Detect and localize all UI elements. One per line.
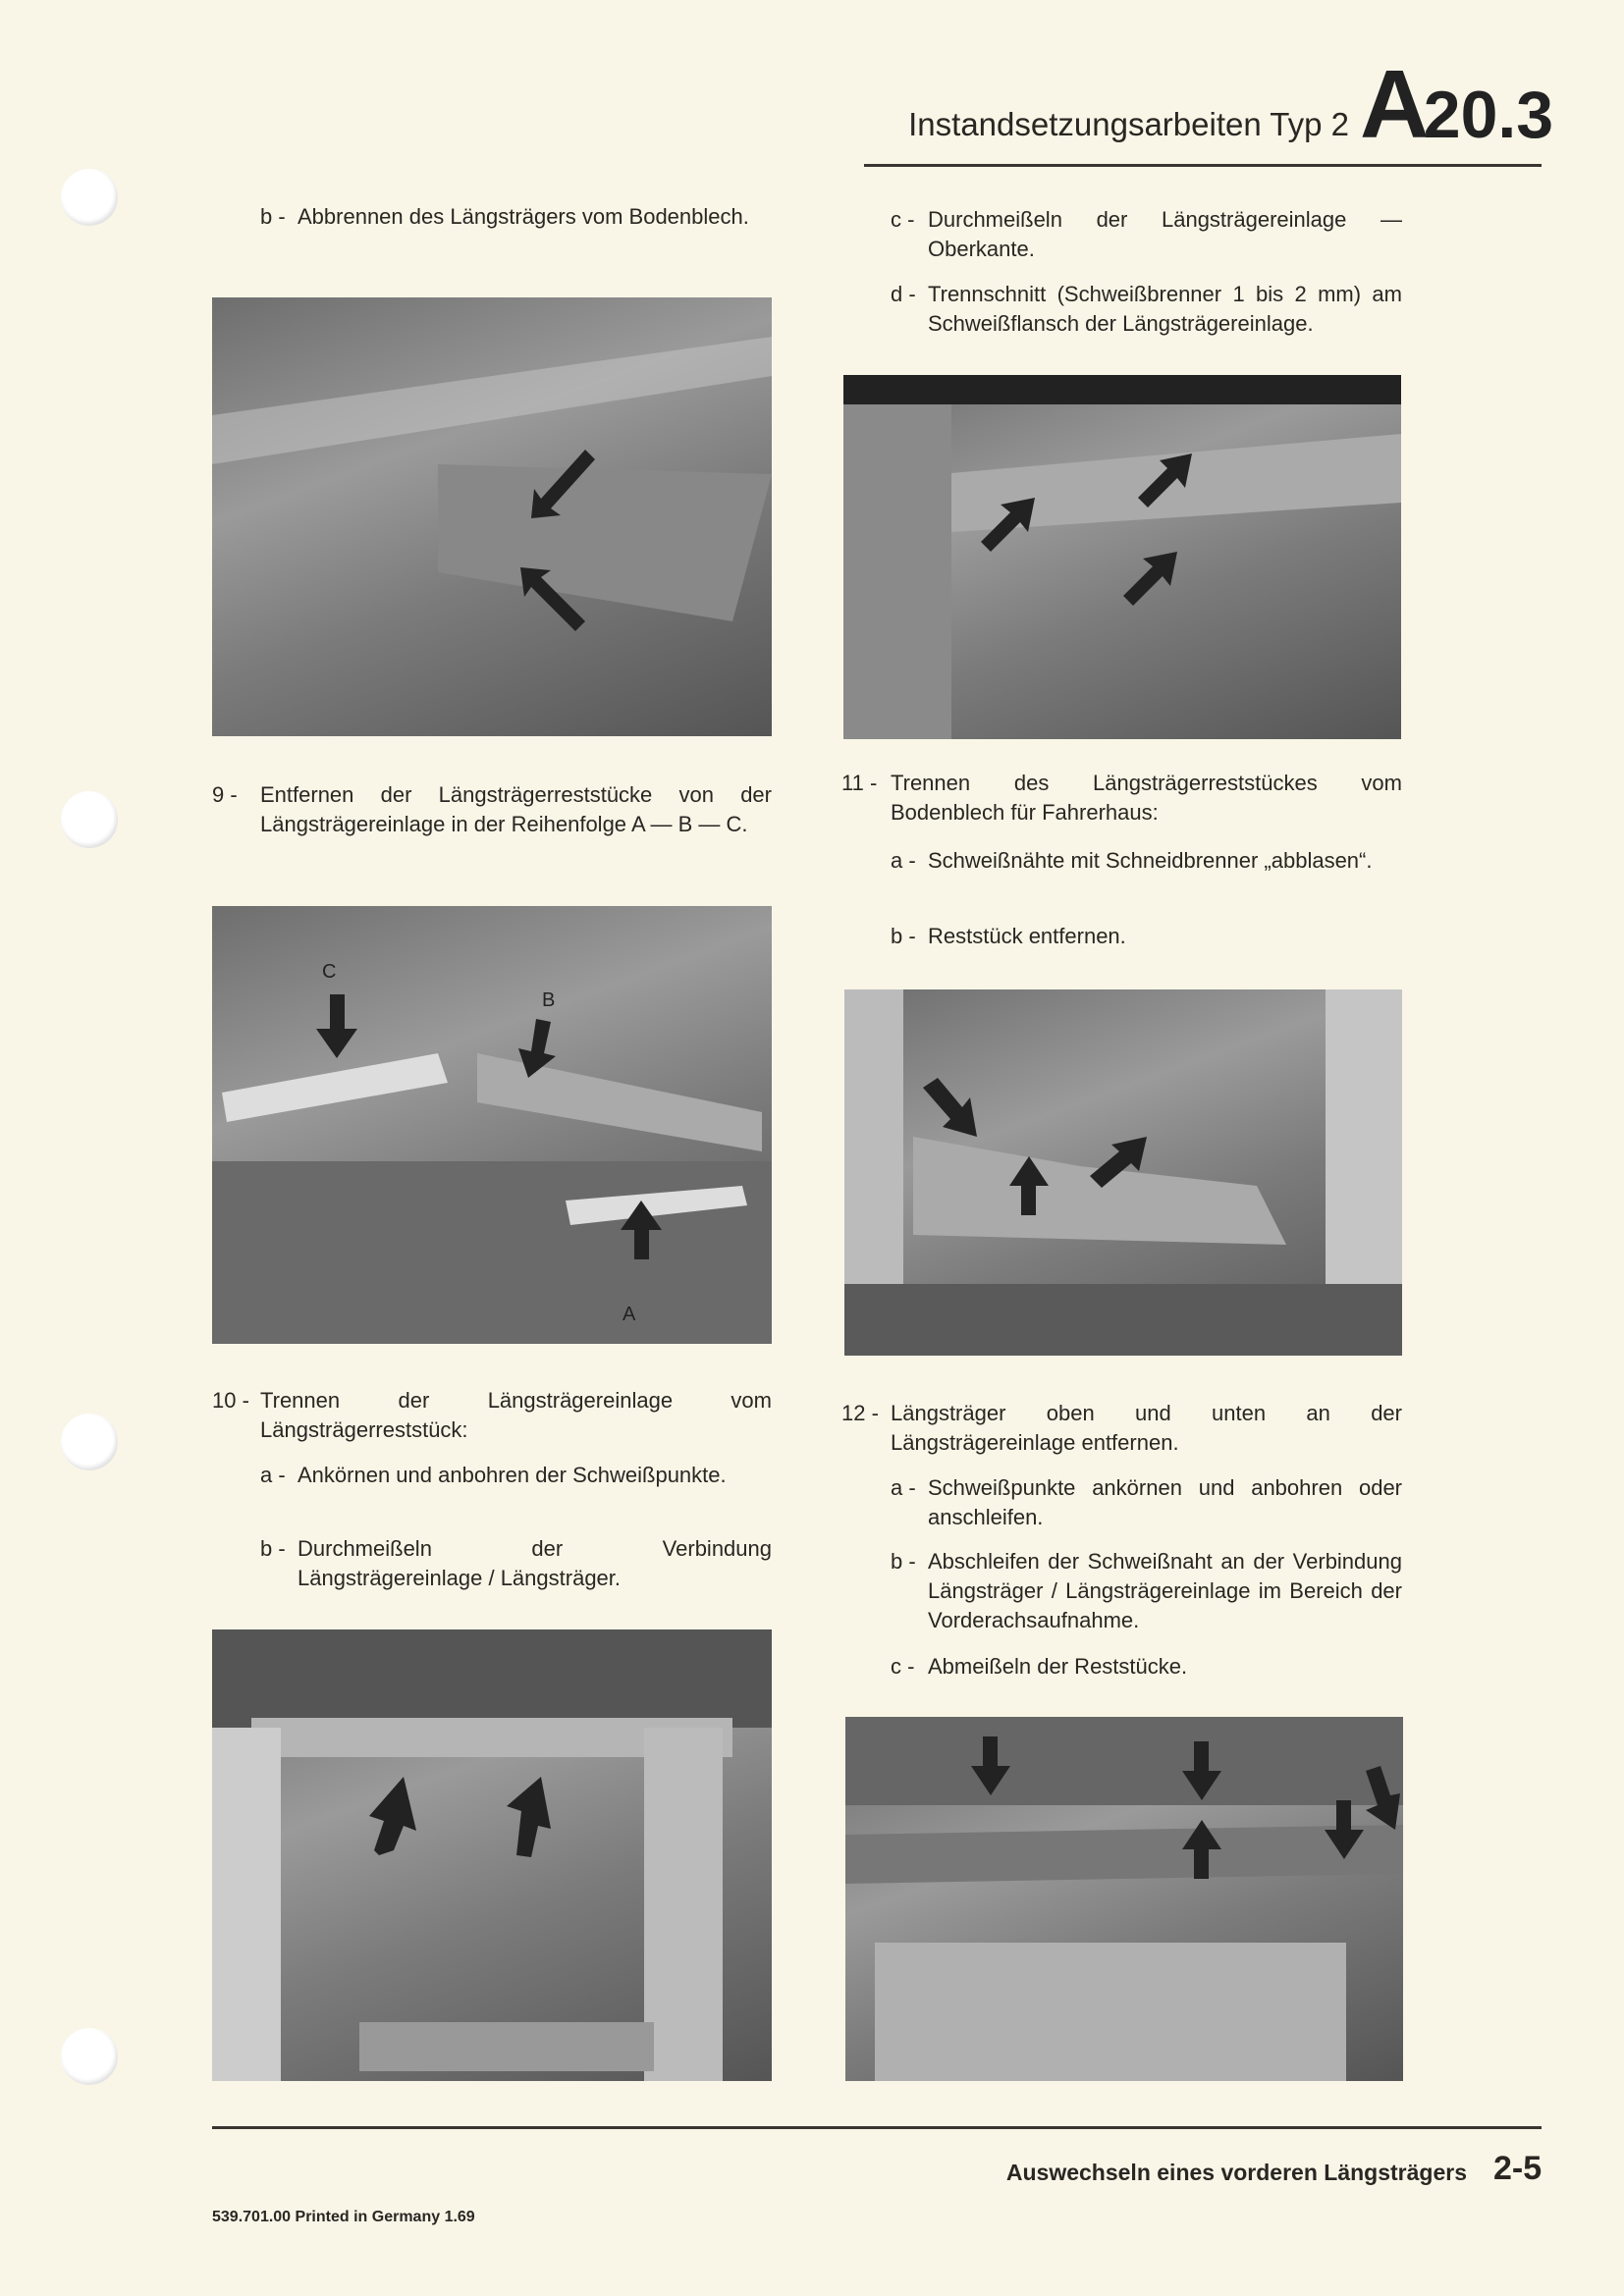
photo-separate-insert [212,1629,772,2081]
instruction-c [891,205,1402,264]
binder-hole [61,169,118,226]
photo-label-b: B [542,989,556,1011]
item-label: a - [891,1475,916,1500]
item-label: c - [891,207,915,232]
photo-remove-remnants [212,906,772,1344]
instruction-step-10a [260,1461,772,1490]
instruction-step-12 [841,1399,1402,1458]
section-code [1360,49,1553,160]
item-text: Abbrennen des Längsträgers vom Bodenblech. [298,204,749,229]
item-label: 10 - [212,1388,249,1413]
instruction-step-11a [891,846,1402,876]
binder-hole [61,2028,118,2085]
photo-label-c: C [322,961,337,983]
item-label: b - [891,924,916,948]
item-text: Abmeißeln der Reststücke. [928,1654,1188,1679]
instruction-step-10b [260,1534,772,1593]
item-text: Entfernen der Längsträgerreststücke von der Längsträgereinlage in der Reihenfolge A — B — C. [260,782,772,836]
page-header-title: Instandsetzungsarbeiten Typ 2 [908,106,1349,142]
instruction-step-10 [212,1386,772,1445]
item-text: Durchmeißeln der Längsträgereinlage — Oberkante. [928,207,1402,261]
instruction-d [891,280,1402,339]
item-text: Schweißnähte mit Schneidbrenner „abblasen“. [928,848,1373,873]
instruction-step-11 [841,769,1402,828]
item-text: Trennen der Längsträgereinlage vom Längsträgerreststück: [260,1388,772,1442]
binder-hole [61,1414,118,1470]
photo-arrows [843,375,1401,739]
photo-remove-remnant-floor [844,989,1402,1356]
item-label: 11 - [841,771,878,795]
footer-rule [212,2126,1542,2129]
item-text: Trennen des Längsträgerreststückes vom Bodenblech für Fahrerhaus: [891,771,1402,825]
item-label: b - [260,1536,286,1561]
item-label: 9 - [212,782,238,807]
item-text: Abschleifen der Schweißnaht an der Verbindung Längsträger / Längsträgereinlage im Bereich der Vorderachsaufnahme. [928,1549,1402,1632]
section-letter: A [1360,50,1424,158]
item-label: 12 - [841,1401,879,1425]
photo-arrows [212,906,772,1344]
item-label: d - [891,282,916,306]
instruction-step-12b [891,1547,1402,1635]
item-label: c - [891,1654,915,1679]
footer-section-title: Auswechseln eines vorderen Längsträgers [1005,2160,1467,2185]
item-label: a - [260,1463,286,1487]
instruction-step-11b [891,922,1402,951]
item-text: Ankörnen und anbohren der Schweißpunkte. [298,1463,727,1487]
photo-longitudinal-member-burn [212,297,772,736]
photo-arrows [212,297,772,736]
photo-arrows [845,1717,1403,2081]
print-info: 539.701.00 Printed in Germany 1.69 [212,2209,475,2225]
page-number: 2-5 [1493,2150,1543,2187]
item-label: b - [260,204,286,229]
binder-hole [61,791,118,848]
item-label: b - [891,1549,916,1574]
instruction-step-12a [891,1473,1402,1532]
photo-arrows [844,989,1402,1356]
photo-arrows [212,1629,772,2081]
item-text: Längsträger oben und unten an der Längsträgereinlage entfernen. [891,1401,1402,1455]
photo-label-a: A [623,1304,636,1325]
header-rule [864,164,1542,167]
item-text: Trennschnitt (Schweißbrenner 1 bis 2 mm) am Schweißflansch der Längsträgereinlage. [928,282,1402,336]
photo-cut-flange [843,375,1401,739]
item-label: a - [891,848,916,873]
item-text: Reststück entfernen. [928,924,1126,948]
section-number: 20.3 [1423,78,1554,152]
instruction-step-12c [891,1652,1402,1682]
item-text: Schweißpunkte ankörnen und anbohren oder anschleifen. [928,1475,1402,1529]
instruction-b [260,202,772,232]
photo-remove-member-top-bottom [845,1717,1403,2081]
instruction-step-9 [212,780,772,839]
item-text: Durchmeißeln der Verbindung Längsträgereinlage / Längsträger. [298,1536,772,1590]
